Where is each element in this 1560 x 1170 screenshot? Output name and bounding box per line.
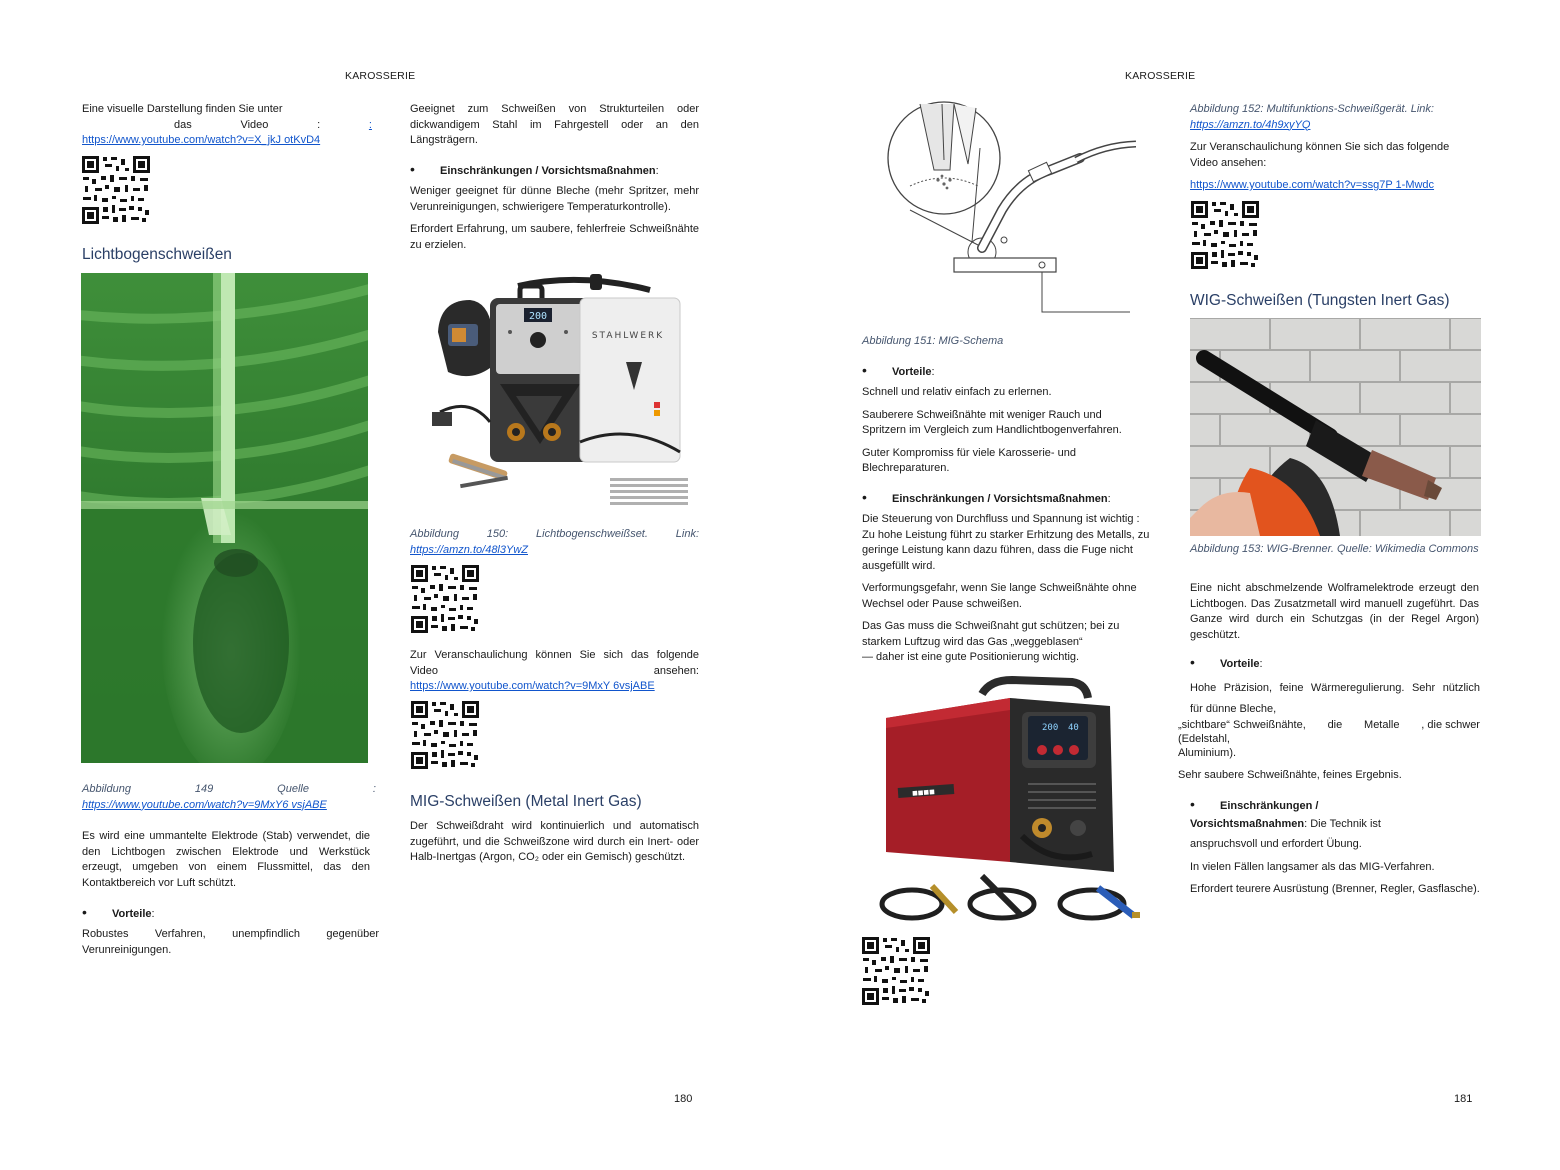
einschr-colon: :	[1107, 493, 1111, 505]
bullet-icon: •	[862, 362, 867, 378]
intro-line: Eine visuelle Darstellung finden Sie unter	[82, 103, 283, 115]
intro-video-link[interactable]: https://www.youtube.com/watch?v=X_jkJ otKvD4	[82, 134, 321, 146]
col2-video-text: Zur Veranschaulichung können Sie sich das folgende Video ansehen:	[410, 649, 699, 677]
vorteil-2-part: die	[1327, 719, 1343, 731]
section-heading-wig: WIG-Schweißen (Tungsten Inert Gas)	[1190, 292, 1450, 309]
einschr-item: Erfordert teurere Ausrüstung (Brenner, Regler, Gasflasche).	[1190, 883, 1480, 895]
page-number-left: 180	[674, 1093, 693, 1105]
col4-wig-body: Eine nicht abschmelzende Wolframelektrode erzeugt den Lichtbogen. Das Zusatzmetall wird manuell zugeführt. Das Ganze wird durch ein Schutzgas (in der Regel Argon) geschützt.	[1190, 582, 1479, 641]
figure-153-caption: Abbildung 153: WIG-Brenner. Quelle: Wikimedia Commons	[1190, 543, 1479, 555]
col2-para3: Erfordert Erfahrung, um saubere, fehlerfreie Schweißnähte zu erzielen.	[410, 223, 699, 251]
intro-video: Video	[240, 118, 269, 131]
qr-code-image	[81, 155, 151, 225]
vorteil-item: Schnell und relativ einfach zu erlernen.	[862, 386, 1052, 398]
col1-body: Es wird eine ummantelte Elektrode (Stab) verwendet, die den Lichtbogen zwischen Elektrode und Werkstück erzeugt, umgeben von einem Flussmittel, das den Kontaktbereich vor Luft schützt.	[82, 830, 370, 889]
svg-text:■■■■: ■■■■	[911, 788, 936, 797]
einschr-item: Das Gas muss die Schweißnaht gut schützen; bei zu starkem Luftzug wird das Gas „weggeblasen“	[862, 620, 1120, 648]
col1-vorteile-text: Robustes Verfahren, unempfindlich gegenüber Verunreinigungen.	[82, 928, 379, 956]
einschr-label-cont: Vorsichtsmaßnahmen	[1190, 818, 1305, 830]
intro-das: das	[174, 118, 192, 131]
caption-video-link[interactable]: https://www.youtube.com/watch?v=9MxY6 vsjABE	[82, 798, 327, 811]
figure-150-caption: Abbildung 150: Lichtbogenschweißset. Link:	[410, 528, 699, 540]
caption-colon: :	[372, 783, 376, 795]
einschr-item: anspruchsvoll und erfordert Übung.	[1190, 838, 1362, 850]
einschr-label: Einschränkungen / Vorsichtsmaßnahmen	[440, 165, 656, 177]
vorteil-2-part: (Edelstahl,	[1178, 733, 1230, 745]
einschr-bullet-col2	[410, 162, 659, 179]
col4-vorteil-1b: für dünne Bleche,	[1190, 703, 1277, 715]
figure-152-link[interactable]: https://amzn.to/4h9xyYQ	[1190, 118, 1311, 131]
page-number-right: 181	[1454, 1093, 1473, 1105]
bullet-icon: •	[862, 489, 867, 505]
col2-para2: Weniger geeignet für dünne Bleche (mehr Spritzer, mehr Verunreinigungen, schwierigere Temperaturkontrolle).	[410, 185, 699, 213]
figure-149-caption	[82, 782, 376, 813]
qr-code-image	[861, 936, 931, 1006]
einschr-label: Einschränkungen /	[1220, 800, 1319, 812]
caption-number: 149	[194, 783, 214, 795]
einschr-item: Verformungsgefahr, wenn Sie lange Schweißnähte ohne Wechsel oder Pause schweißen.	[862, 582, 1137, 610]
col4-einschr-list	[1190, 837, 1480, 905]
figure-150-link[interactable]: https://amzn.to/48l3YwZ	[410, 544, 528, 556]
figure-151-caption: Abbildung 151: MIG-Schema	[862, 335, 1004, 347]
einschr-tail: : Die Technik ist	[1304, 818, 1381, 830]
figure-152-caption	[1190, 102, 1480, 133]
bullet-icon: •	[1190, 796, 1195, 812]
mig-schema-diagram	[880, 100, 1136, 320]
vorteile-bullet-col1	[82, 905, 155, 922]
vorteile-label: Vorteile	[1220, 658, 1260, 670]
col1-intro	[82, 102, 372, 149]
einschr-bullet-col3	[862, 490, 1111, 507]
section-heading-mig: MIG-Schweißen (Metal Inert Gas)	[410, 793, 642, 810]
bullet-icon: •	[1190, 654, 1195, 670]
caption-abbildung: Abbildung	[82, 783, 131, 795]
intro-line-2	[82, 118, 372, 134]
col4-video-text: Zur Veranschaulichung können Sie sich das folgende Video ansehen:	[1190, 141, 1450, 169]
einschr-label: Einschränkungen / Vorsichtsmaßnahmen	[892, 493, 1108, 505]
running-header-left: KAROSSERIE	[345, 70, 416, 82]
display-amps: 200	[1042, 723, 1059, 733]
einschr-bullet-col4	[1190, 797, 1318, 814]
col2-video-link[interactable]: https://www.youtube.com/watch?v=9MxY 6vsjABE	[410, 680, 655, 692]
vorteil-2-part: „sichtbare“ Schweißnähte,	[1178, 719, 1306, 731]
col4-vorteil-2	[1178, 718, 1480, 760]
display-volts: 40	[1068, 723, 1079, 733]
caption-quelle: Quelle	[277, 783, 309, 795]
section-heading-lichtbogen: Lichtbogenschweißen	[82, 246, 232, 263]
col4-vorteil-1: Hohe Präzision, feine Wärmeregulierung. Sehr nützlich	[1190, 682, 1480, 694]
figure-152-caption-text: Abbildung 152: Multifunktions-Schweißgerät. Link:	[1190, 103, 1434, 115]
vorteil-2-part: Metalle	[1364, 719, 1400, 731]
vorteil-2-part: , die schwer	[1421, 719, 1480, 731]
vorteile-bullet-col3	[862, 363, 935, 380]
brand-label: STAHLWERK	[591, 331, 665, 341]
machine-display: 200	[528, 311, 548, 322]
col2-mig-body: Der Schweißdraht wird kontinuierlich und automatisch zugeführt, und die Schweißzone wird durch ein Inert- oder Halb-Inertgas (Argon, CO₂ oder ein Gemisch) geschützt.	[410, 820, 699, 863]
col2-para1: Geeignet zum Schweißen von Strukturteilen oder dickwandigem Stahl im Fahrgestell oder an den Längsträgern.	[410, 103, 699, 146]
qr-code-image	[1190, 200, 1260, 270]
qr-code-image	[410, 700, 480, 770]
arc-welding-photo	[81, 273, 368, 763]
stahlwerk-welder-image	[430, 272, 690, 512]
intro-colon-link[interactable]: :	[368, 118, 372, 131]
intro-colon: :	[317, 118, 321, 131]
vorteil-2-part: Aluminium).	[1178, 747, 1237, 759]
col4-einschr-line	[1190, 817, 1381, 833]
running-header-right: KAROSSERIE	[1125, 70, 1196, 82]
col3-einschr-list	[862, 512, 1150, 666]
qr-code-image	[410, 564, 480, 634]
einschr-item: In vielen Fällen langsamer als das MIG-Verfahren.	[1190, 860, 1435, 873]
wig-torch-photo	[1190, 318, 1481, 536]
vorteile-bullet-col4	[1190, 655, 1263, 672]
col2-paras	[410, 184, 699, 260]
bullet-icon: •	[82, 904, 87, 920]
mig-welder-product-image	[872, 676, 1142, 934]
vorteile-colon: :	[931, 366, 935, 378]
vorteile-label: Vorteile	[892, 366, 932, 378]
einschr-colon: :	[655, 165, 659, 177]
vorteil-item: Guter Kompromiss für viele Karosserie- und Blechreparaturen.	[862, 446, 1076, 474]
col4-video-link[interactable]: https://www.youtube.com/watch?v=ssg7P 1-Mwdc	[1190, 179, 1435, 191]
vorteile-colon: :	[1259, 658, 1263, 670]
einschr-item: Die Steuerung von Durchfluss und Spannung ist wichtig : Zu hohe Leistung führt zu starker Erhitzung des Metalls, zu geringe Leistung kann dazu führen, dass die Fuge nicht ausgefüllt wird.	[862, 513, 1150, 572]
col4-vorteil-3: Sehr saubere Schweißnähte, feines Ergebnis.	[1178, 769, 1402, 781]
vorteile-label: Vorteile	[112, 908, 152, 920]
bullet-icon: •	[410, 161, 415, 177]
col3-vorteile-list	[862, 385, 1144, 484]
vorteil-item: Sauberere Schweißnähte mit weniger Rauch und Spritzern im Vergleich zum Handlichtbogenverfahren.	[862, 408, 1122, 436]
vorteile-colon: :	[151, 908, 155, 920]
einschr-item-cont: — daher ist eine gute Positionierung wichtig.	[862, 651, 1080, 663]
